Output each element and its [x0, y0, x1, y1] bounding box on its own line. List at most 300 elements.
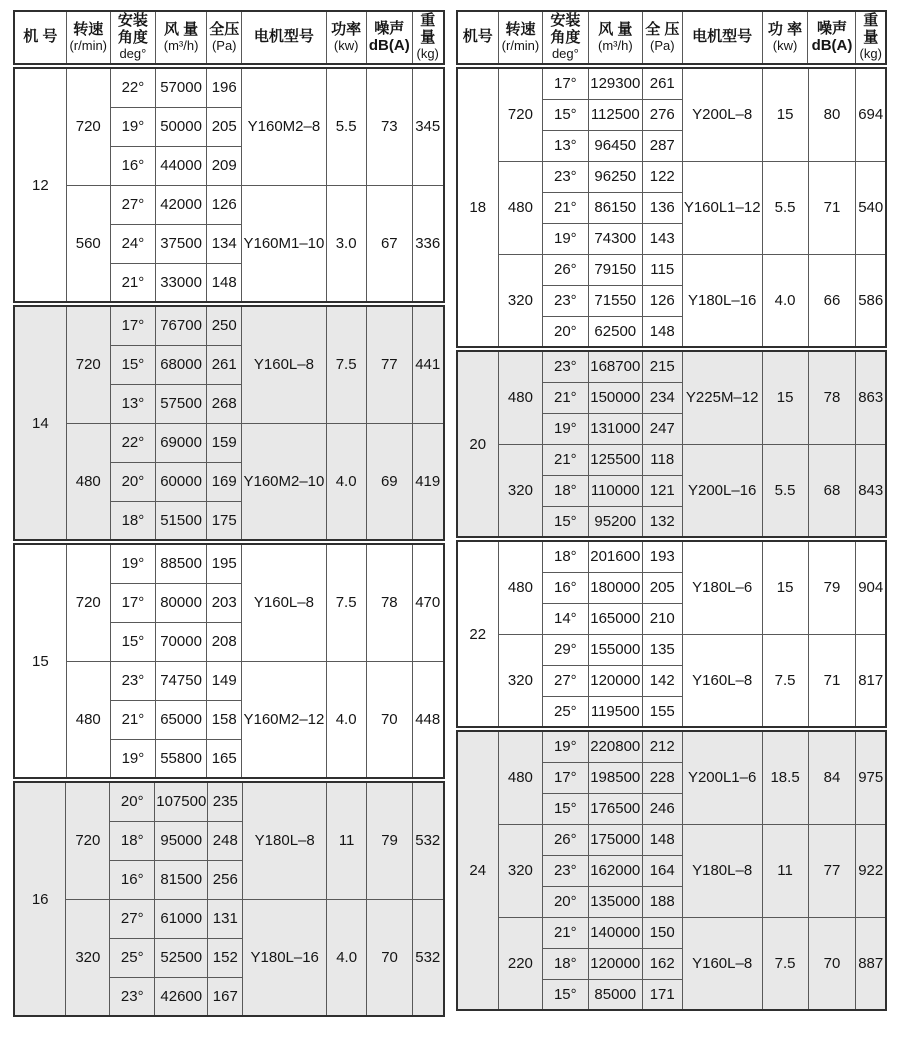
speed-cell: 320 — [498, 824, 542, 917]
header-label-line: 机号 — [462, 28, 493, 46]
header-label-line: 安装 — [550, 12, 581, 30]
pressure-cell: 152 — [208, 938, 243, 977]
header-cell-7 — [808, 11, 856, 64]
angle-cell: 21° — [542, 382, 588, 413]
angle-cell: 20° — [542, 316, 588, 347]
air-volume-cell: 65000 — [155, 700, 206, 739]
angle-cell: 27° — [542, 665, 588, 696]
angle-cell: 27° — [110, 899, 155, 938]
pressure-cell: 162 — [642, 948, 682, 979]
machine-group-22 — [456, 540, 887, 728]
header-cell-5 — [682, 11, 762, 64]
angle-cell: 17° — [542, 762, 588, 793]
table-row — [457, 634, 886, 665]
angle-cell: 16° — [542, 572, 588, 603]
air-volume-cell: 44000 — [155, 146, 206, 185]
air-volume-cell: 120000 — [588, 948, 642, 979]
angle-cell: 13° — [110, 384, 155, 423]
angle-cell: 15° — [542, 506, 588, 537]
noise-cell: 71 — [808, 634, 856, 727]
pressure-cell: 169 — [207, 462, 242, 501]
pressure-cell: 234 — [642, 382, 682, 413]
table-row — [457, 161, 886, 192]
air-volume-cell: 95000 — [155, 821, 208, 860]
air-volume-cell: 70000 — [155, 622, 206, 661]
air-volume-cell: 150000 — [588, 382, 642, 413]
pressure-cell: 228 — [642, 762, 682, 793]
motor-model-cell: Y200L1–6 — [682, 731, 762, 824]
pressure-cell: 208 — [207, 622, 242, 661]
air-volume-cell: 62500 — [588, 316, 642, 347]
pressure-cell: 118 — [642, 444, 682, 475]
angle-cell: 18° — [110, 821, 155, 860]
machine-number-cell: 12 — [14, 68, 66, 302]
power-cell: 4.0 — [326, 423, 366, 540]
pressure-cell: 122 — [642, 161, 682, 192]
noise-cell: 68 — [808, 444, 856, 537]
weight-cell: 419 — [412, 423, 443, 540]
angle-cell: 17° — [110, 583, 155, 622]
header-label-line: (r/min) — [501, 37, 540, 53]
air-volume-cell: 86150 — [588, 192, 642, 223]
pressure-cell: 215 — [642, 351, 682, 382]
air-volume-cell: 33000 — [155, 263, 206, 302]
pressure-cell: 248 — [208, 821, 243, 860]
angle-cell: 19° — [542, 413, 588, 444]
pressure-cell: 142 — [642, 665, 682, 696]
angle-cell: 15° — [110, 345, 155, 384]
header-cell-2 — [542, 11, 588, 64]
header-cell-6 — [326, 11, 366, 64]
angle-cell: 23° — [110, 977, 155, 1016]
air-volume-cell: 60000 — [155, 462, 206, 501]
machine-number-cell: 14 — [14, 306, 66, 540]
pressure-cell: 164 — [642, 855, 682, 886]
pressure-cell: 167 — [208, 977, 243, 1016]
air-volume-cell: 37500 — [155, 224, 206, 263]
air-volume-cell: 42000 — [155, 185, 206, 224]
header-label-line: (r/min) — [69, 37, 108, 53]
angle-cell: 16° — [110, 146, 155, 185]
power-cell: 11 — [327, 782, 367, 899]
air-volume-cell: 52500 — [155, 938, 208, 977]
pressure-cell: 193 — [642, 541, 682, 572]
angle-cell: 23° — [542, 285, 588, 316]
pressure-cell: 171 — [642, 979, 682, 1010]
header-label-line: (Pa) — [650, 37, 675, 53]
header-label-line: (m³/h) — [163, 37, 199, 53]
air-volume-cell: 57000 — [155, 68, 206, 107]
air-volume-cell: 69000 — [155, 423, 206, 462]
angle-cell: 21° — [110, 263, 155, 302]
power-cell: 4.0 — [326, 661, 366, 778]
pressure-cell: 268 — [207, 384, 242, 423]
header-cell-0 — [457, 11, 499, 64]
angle-cell: 23° — [542, 351, 588, 382]
header-cell-6 — [762, 11, 808, 64]
header-label-line: 功 率 — [767, 20, 803, 38]
machine-group-24 — [456, 730, 887, 1011]
weight-cell: 843 — [856, 444, 886, 537]
pressure-cell: 247 — [642, 413, 682, 444]
speed-cell: 480 — [498, 161, 542, 254]
pressure-cell: 132 — [642, 506, 682, 537]
power-cell: 5.5 — [326, 68, 366, 185]
weight-cell: 540 — [856, 161, 886, 254]
header-label-line: 噪声 — [816, 19, 847, 37]
power-cell: 3.0 — [326, 185, 366, 302]
pressure-cell: 250 — [207, 306, 242, 345]
speed-cell: 320 — [66, 899, 110, 1016]
air-volume-cell: 175000 — [588, 824, 642, 855]
angle-cell: 19° — [110, 739, 155, 778]
angle-cell: 19° — [542, 223, 588, 254]
speed-cell: 480 — [498, 731, 542, 824]
pressure-cell: 131 — [208, 899, 243, 938]
header-label-line: dB(A) — [368, 36, 410, 54]
pressure-cell: 246 — [642, 793, 682, 824]
table-row — [14, 423, 444, 462]
machine-group-15 — [13, 543, 445, 779]
motor-model-cell: Y225M–12 — [682, 351, 762, 444]
machine-group-12 — [13, 67, 445, 303]
motor-model-cell: Y180L–6 — [682, 541, 762, 634]
angle-cell: 25° — [542, 696, 588, 727]
power-cell: 15 — [762, 351, 808, 444]
speed-cell: 480 — [498, 541, 542, 634]
pressure-cell: 205 — [642, 572, 682, 603]
noise-cell: 70 — [366, 661, 412, 778]
pressure-cell: 143 — [642, 223, 682, 254]
air-volume-cell: 76700 — [155, 306, 206, 345]
pressure-cell: 126 — [642, 285, 682, 316]
air-volume-cell: 88500 — [155, 544, 206, 583]
angle-cell: 22° — [110, 68, 155, 107]
air-volume-cell: 119500 — [588, 696, 642, 727]
header-label-line: 安装 — [117, 12, 148, 30]
machine-number-cell: 24 — [457, 731, 499, 1010]
pressure-cell: 261 — [207, 345, 242, 384]
pressure-cell: 148 — [207, 263, 242, 302]
power-cell: 15 — [762, 68, 808, 161]
header-cell-1 — [66, 11, 110, 64]
machine-number-cell: 16 — [14, 782, 66, 1016]
machine-group-20 — [456, 350, 887, 538]
angle-cell: 21° — [110, 700, 155, 739]
motor-model-cell: Y180L–16 — [243, 899, 327, 1016]
angle-cell: 21° — [542, 444, 588, 475]
pressure-cell: 135 — [642, 634, 682, 665]
machine-number-cell: 20 — [457, 351, 499, 537]
pressure-cell: 159 — [207, 423, 242, 462]
table-row — [14, 899, 444, 938]
table-row — [457, 917, 886, 948]
header-cell-2 — [110, 11, 155, 64]
table-row — [457, 444, 886, 475]
weight-cell: 441 — [412, 306, 443, 423]
power-cell: 4.0 — [762, 254, 808, 347]
table-row — [457, 351, 886, 382]
weight-cell: 817 — [856, 634, 886, 727]
header-label-line: 转速 — [73, 20, 104, 38]
air-volume-cell: 96450 — [588, 130, 642, 161]
header-label-line: (kw) — [333, 37, 359, 53]
angle-cell: 20° — [110, 782, 155, 821]
motor-model-cell: Y160M2–12 — [242, 661, 326, 778]
header-cell-1 — [498, 11, 542, 64]
air-volume-cell: 51500 — [155, 501, 206, 540]
header-table-left — [13, 10, 445, 65]
weight-cell: 922 — [856, 824, 886, 917]
header-label-line: 转速 — [505, 20, 536, 38]
air-volume-cell: 96250 — [588, 161, 642, 192]
angle-cell: 19° — [110, 544, 155, 583]
air-volume-cell: 71550 — [588, 285, 642, 316]
pressure-cell: 136 — [642, 192, 682, 223]
pressure-cell: 149 — [207, 661, 242, 700]
angle-cell: 13° — [542, 130, 588, 161]
pressure-cell: 165 — [207, 739, 242, 778]
noise-cell: 71 — [808, 161, 856, 254]
power-cell: 15 — [762, 541, 808, 634]
noise-cell: 84 — [808, 731, 856, 824]
table-row — [457, 824, 886, 855]
weight-cell: 887 — [856, 917, 886, 1010]
machine-number-cell: 15 — [14, 544, 66, 778]
header-label-line: 量 — [863, 29, 879, 47]
speed-cell: 480 — [66, 661, 110, 778]
air-volume-cell: 107500 — [155, 782, 208, 821]
angle-cell: 18° — [542, 541, 588, 572]
air-volume-cell: 176500 — [588, 793, 642, 824]
angle-cell: 25° — [110, 938, 155, 977]
speed-cell: 320 — [498, 254, 542, 347]
angle-cell: 26° — [542, 254, 588, 285]
table-row — [14, 782, 444, 821]
pressure-cell: 203 — [207, 583, 242, 622]
angle-cell: 15° — [542, 793, 588, 824]
weight-cell: 336 — [412, 185, 443, 302]
machine-number-cell: 18 — [457, 68, 499, 347]
weight-cell: 694 — [856, 68, 886, 161]
header-label-line: (kg) — [859, 46, 882, 62]
motor-model-cell: Y160L–8 — [682, 917, 762, 1010]
air-volume-cell: 198500 — [588, 762, 642, 793]
header-label-line: 电机型号 — [692, 28, 753, 46]
noise-cell: 77 — [808, 824, 856, 917]
power-cell: 7.5 — [326, 306, 366, 423]
header-table-right — [456, 10, 887, 65]
motor-model-cell: Y160L–8 — [242, 306, 326, 423]
noise-cell: 79 — [367, 782, 413, 899]
pressure-cell: 150 — [642, 917, 682, 948]
weight-cell: 975 — [856, 731, 886, 824]
motor-model-cell: Y160L–8 — [242, 544, 326, 661]
speed-cell: 560 — [66, 185, 110, 302]
angle-cell: 21° — [542, 917, 588, 948]
angle-cell: 29° — [542, 634, 588, 665]
air-volume-cell: 220800 — [588, 731, 642, 762]
air-volume-cell: 81500 — [155, 860, 208, 899]
motor-model-cell: Y180L–8 — [682, 824, 762, 917]
speed-cell: 720 — [66, 782, 110, 899]
angle-cell: 22° — [110, 423, 155, 462]
air-volume-cell: 165000 — [588, 603, 642, 634]
machine-number-cell: 22 — [457, 541, 499, 727]
header-label-line: 噪声 — [374, 19, 405, 37]
pressure-cell: 158 — [207, 700, 242, 739]
pressure-cell: 121 — [642, 475, 682, 506]
air-volume-cell: 135000 — [588, 886, 642, 917]
noise-cell: 69 — [366, 423, 412, 540]
spec-table-right — [456, 10, 887, 1049]
weight-cell: 532 — [412, 899, 443, 1016]
pressure-cell: 196 — [207, 68, 242, 107]
pressure-cell: 210 — [642, 603, 682, 634]
air-volume-cell: 85000 — [588, 979, 642, 1010]
header-label-line: (kw) — [772, 37, 798, 53]
weight-cell: 448 — [412, 661, 443, 778]
angle-cell: 20° — [110, 462, 155, 501]
angle-cell: 18° — [542, 948, 588, 979]
weight-cell: 904 — [856, 541, 886, 634]
motor-model-cell: Y160M1–10 — [242, 185, 326, 302]
motor-model-cell: Y180L–8 — [243, 782, 327, 899]
header-label-line: 机 号 — [23, 28, 58, 46]
pressure-cell: 209 — [207, 146, 242, 185]
weight-cell: 345 — [412, 68, 443, 185]
power-cell: 5.5 — [762, 161, 808, 254]
speed-cell: 480 — [66, 423, 110, 540]
noise-cell: 73 — [366, 68, 412, 185]
header-label-line: 角度 — [550, 29, 581, 47]
header-label-line: 全 压 — [645, 20, 680, 38]
noise-cell: 79 — [808, 541, 856, 634]
speed-cell: 720 — [66, 544, 110, 661]
header-label-line: 风 量 — [163, 20, 199, 38]
header-cell-0 — [14, 11, 66, 64]
power-cell: 4.0 — [327, 899, 367, 1016]
pressure-cell: 276 — [642, 99, 682, 130]
angle-cell: 15° — [542, 99, 588, 130]
angle-cell: 15° — [110, 622, 155, 661]
air-volume-cell: 55800 — [155, 739, 206, 778]
table-row — [14, 661, 444, 700]
header-label-line: 电机型号 — [253, 28, 314, 46]
header-cell-8 — [856, 11, 886, 64]
header-label-line: 重 — [420, 12, 436, 30]
air-volume-cell: 61000 — [155, 899, 208, 938]
header-label-line: 风 量 — [598, 20, 633, 38]
noise-cell: 70 — [808, 917, 856, 1010]
header-label-line: deg° — [551, 46, 579, 62]
pressure-cell: 261 — [642, 68, 682, 99]
speed-cell: 720 — [498, 68, 542, 161]
noise-cell: 67 — [366, 185, 412, 302]
angle-cell: 23° — [542, 855, 588, 886]
header-label-line: 重 — [863, 12, 879, 30]
header-cell-5 — [242, 11, 326, 64]
angle-cell: 24° — [110, 224, 155, 263]
noise-cell: 80 — [808, 68, 856, 161]
motor-model-cell: Y160L–8 — [682, 634, 762, 727]
weight-cell: 863 — [856, 351, 886, 444]
header-label-line: 量 — [420, 29, 436, 47]
air-volume-cell: 79150 — [588, 254, 642, 285]
pressure-cell: 195 — [207, 544, 242, 583]
air-volume-cell: 168700 — [588, 351, 642, 382]
power-cell: 11 — [762, 824, 808, 917]
speed-cell: 320 — [498, 444, 542, 537]
header-label-line: (kg) — [416, 46, 439, 62]
header-row — [457, 11, 886, 64]
table-row — [457, 541, 886, 572]
noise-cell: 77 — [366, 306, 412, 423]
header-cell-8 — [412, 11, 443, 64]
header-cell-7 — [366, 11, 412, 64]
air-volume-cell: 155000 — [588, 634, 642, 665]
motor-model-cell: Y200L–8 — [682, 68, 762, 161]
angle-cell: 23° — [542, 161, 588, 192]
angle-cell: 16° — [110, 860, 155, 899]
table-row — [457, 731, 886, 762]
power-cell: 7.5 — [326, 544, 366, 661]
noise-cell: 66 — [808, 254, 856, 347]
angle-cell: 20° — [542, 886, 588, 917]
air-volume-cell: 68000 — [155, 345, 206, 384]
pressure-cell: 175 — [207, 501, 242, 540]
air-volume-cell: 140000 — [588, 917, 642, 948]
machine-group-18 — [456, 67, 887, 348]
air-volume-cell: 74750 — [155, 661, 206, 700]
pressure-cell: 148 — [642, 316, 682, 347]
power-cell: 5.5 — [762, 444, 808, 537]
angle-cell: 15° — [542, 979, 588, 1010]
header-cell-4 — [207, 11, 242, 64]
header-row — [14, 11, 444, 64]
header-cell-3 — [155, 11, 206, 64]
pressure-cell: 148 — [642, 824, 682, 855]
power-cell: 18.5 — [762, 731, 808, 824]
motor-model-cell: Y160M2–10 — [242, 423, 326, 540]
air-volume-cell: 131000 — [588, 413, 642, 444]
angle-cell: 14° — [542, 603, 588, 634]
angle-cell: 26° — [542, 824, 588, 855]
motor-model-cell: Y160L1–12 — [682, 161, 762, 254]
header-cell-3 — [588, 11, 642, 64]
pressure-cell: 126 — [207, 185, 242, 224]
motor-model-cell: Y160M2–8 — [242, 68, 326, 185]
speed-cell: 720 — [66, 68, 110, 185]
air-volume-cell: 80000 — [155, 583, 206, 622]
noise-cell: 78 — [366, 544, 412, 661]
header-label-line: 角度 — [117, 29, 148, 47]
weight-cell: 470 — [412, 544, 443, 661]
air-volume-cell: 110000 — [588, 475, 642, 506]
speed-cell: 320 — [498, 634, 542, 727]
pressure-cell: 287 — [642, 130, 682, 161]
pressure-cell: 188 — [642, 886, 682, 917]
air-volume-cell: 42600 — [155, 977, 208, 1016]
angle-cell: 27° — [110, 185, 155, 224]
air-volume-cell: 120000 — [588, 665, 642, 696]
header-label-line: (Pa) — [211, 37, 237, 53]
air-volume-cell: 201600 — [588, 541, 642, 572]
pressure-cell: 134 — [207, 224, 242, 263]
table-row — [14, 68, 444, 107]
air-volume-cell: 74300 — [588, 223, 642, 254]
table-row — [457, 254, 886, 285]
